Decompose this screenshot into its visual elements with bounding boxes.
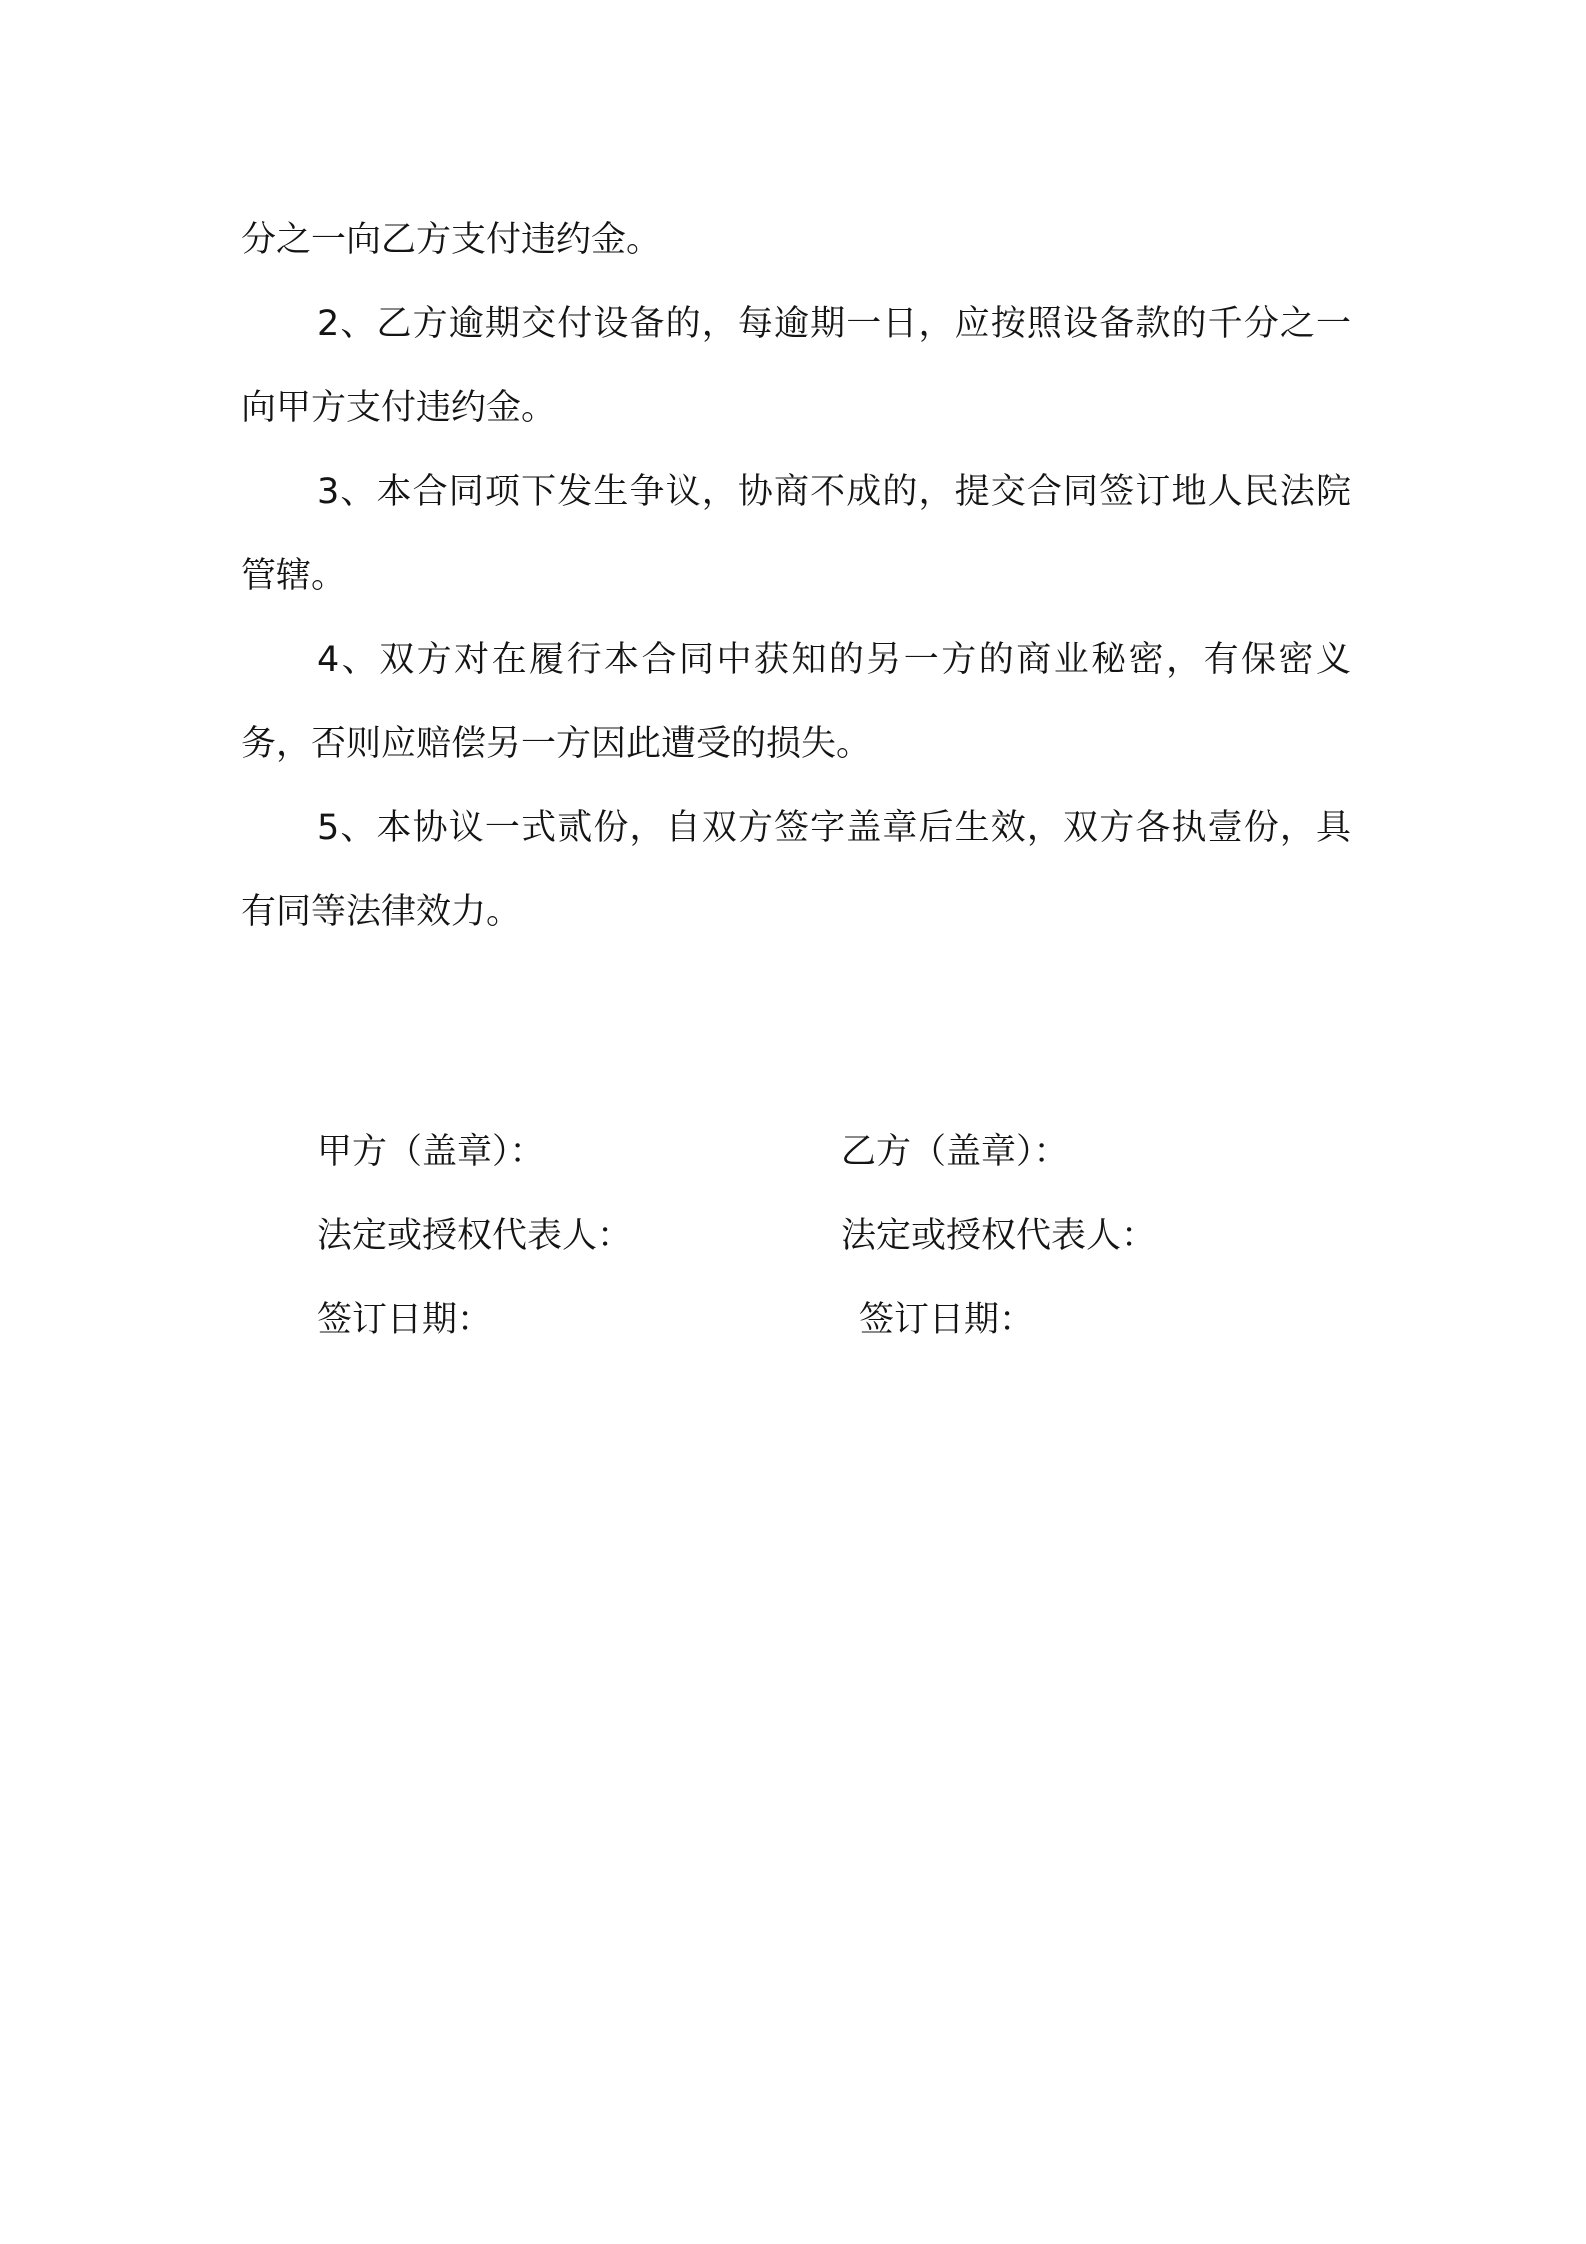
party-a-seal-label: 甲方（盖章）： [317,1132,545,1172]
party-a-date-label: 签订日期： [317,1300,493,1340]
clause-4: 4、双方对在履行本合同中获知的另一方的商业秘密，有保密义务，否则应赔偿另一方因此遭受的损失。 [241,640,1351,764]
party-b-date-label: 签订日期： [859,1300,1035,1340]
party-b-seal-label: 乙方（盖章）： [841,1132,1069,1172]
party-a-signature [317,1110,632,1362]
party-b-representative-label: 法定或授权代表人： [841,1216,1157,1256]
clause-5: 5、本协议一式贰份，自双方签字盖章后生效，双方各执壹份，具有同等法律效力。 [241,808,1351,932]
clause-3: 3、本合同项下发生争议，协商不成的，提交合同签订地人民法院管辖。 [241,472,1351,596]
clause-2: 2、乙方逾期交付设备的，每逾期一日，应按照设备款的千分之一向甲方支付违约金。 [241,304,1351,428]
party-a-representative-label: 法定或授权代表人： [317,1216,633,1256]
paragraph-continuation: 分之一向乙方支付违约金。 [241,220,662,260]
party-b-signature [841,1110,1156,1362]
contract-body [241,198,1351,954]
